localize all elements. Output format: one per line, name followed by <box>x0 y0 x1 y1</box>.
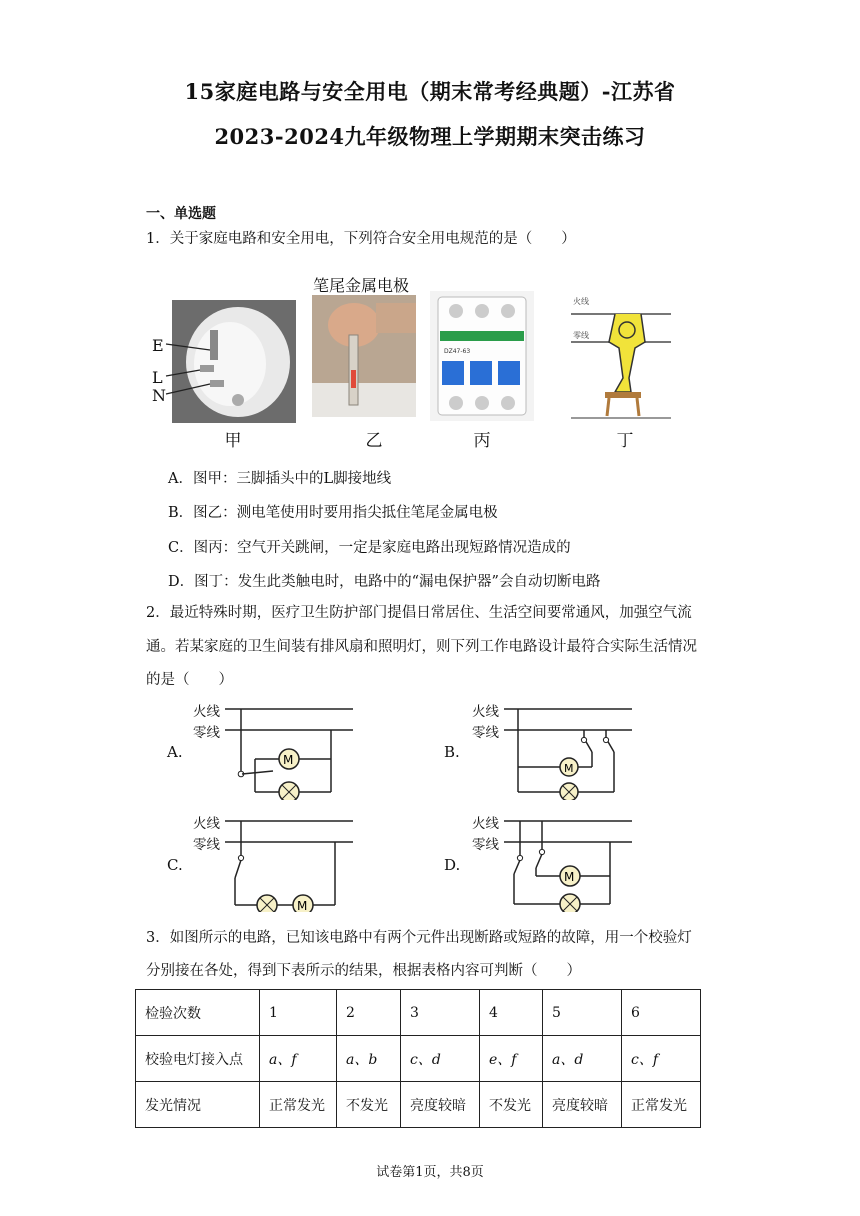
table-cell: 检验次数 <box>136 990 260 1036</box>
image-label-ding: 丁 <box>616 431 634 451</box>
circuit-c-live: 火线 <box>193 816 220 832</box>
table-cell: 不发光 <box>337 1082 401 1128</box>
image-label-jia: 甲 <box>224 431 242 451</box>
table-cell: 不发光 <box>480 1082 543 1128</box>
q1-option-d: D．图丁：发生此类触电时，电路中的“漏电保护器”会自动切断电路 <box>168 574 601 590</box>
table-cell: a、b <box>337 1036 401 1082</box>
table-cell: 亮度较暗 <box>543 1082 622 1128</box>
q1-stem: 1．关于家庭电路和安全用电，下列符合安全用电规范的是（ ） <box>146 231 576 247</box>
air-switch-image <box>430 291 534 421</box>
circuit-b-neutral: 零线 <box>472 725 499 741</box>
table-cell: 2 <box>337 990 401 1036</box>
title-line-2: 2023-2024九年级物理上学期期末突击练习 <box>214 124 646 149</box>
circuit-d-neutral: 零线 <box>472 837 499 853</box>
table-cell: 1 <box>260 990 337 1036</box>
table-cell: 4 <box>480 990 543 1036</box>
breaker-model: DZ47-63 <box>444 348 471 355</box>
table-row <box>136 1036 701 1082</box>
section-heading: 一、单选题 <box>146 206 216 222</box>
plug-label-e: E <box>152 336 164 355</box>
title-line-1: 15家庭电路与安全用电（期末常考经典题）-江苏省 <box>184 79 676 104</box>
circuit-a-live: 火线 <box>193 704 220 720</box>
table-cell: 6 <box>622 990 701 1036</box>
image-label-yi: 乙 <box>365 431 383 451</box>
q2-line-3: 的是（ ） <box>146 672 233 688</box>
q1-option-a: A．图甲：三脚插头中的L脚接地线 <box>168 471 392 487</box>
wire-label-live: 火线 <box>573 297 589 306</box>
table-cell: 亮度较暗 <box>401 1082 480 1128</box>
plug-label-l: L <box>152 368 163 387</box>
plug-image <box>150 300 300 425</box>
circuit-c-neutral: 零线 <box>193 837 220 853</box>
table-cell: 校验电灯接入点 <box>136 1036 260 1082</box>
circuit-b <box>504 700 634 800</box>
circuit-c <box>225 812 355 912</box>
q1-option-c: C．图丙：空气开关跳闸，一定是家庭电路出现短路情况造成的 <box>168 540 571 556</box>
test-pen-image <box>312 295 416 417</box>
circuit-c-motor: M <box>297 899 308 912</box>
q2-option-d: D. <box>444 856 461 874</box>
q2-option-b: B. <box>444 743 460 761</box>
image-label-bing: 丙 <box>473 431 491 451</box>
table-cell: 正常发光 <box>260 1082 337 1128</box>
q2-option-c: C. <box>167 856 183 874</box>
table-cell: 3 <box>401 990 480 1036</box>
q2-line-2: 通。若某家庭的卫生间装有排风扇和照明灯，则下列工作电路设计最符合实际生活情况 <box>146 639 697 655</box>
circuit-a <box>225 700 355 800</box>
table-cell: 发光情况 <box>136 1082 260 1128</box>
table-cell: e、f <box>480 1036 543 1082</box>
page-footer: 试卷第1页，共8页 <box>376 1165 484 1180</box>
circuit-d <box>504 812 634 912</box>
table-cell: 5 <box>543 990 622 1036</box>
q1-option-b: B．图乙：测电笔使用时要用指尖抵住笔尾金属电极 <box>168 505 498 521</box>
q3-line-1: 3．如图所示的电路，已知该电路中有两个元件出现断路或短路的故障，用一个校验灯 <box>146 930 692 946</box>
table-cell: a、f <box>260 1036 337 1082</box>
q2-line-1: 2．最近特殊时期，医疗卫生防护部门提倡日常居住、生活空间要常通风，加强空气流 <box>146 605 692 621</box>
circuit-d-motor: M <box>564 870 575 884</box>
result-table <box>135 989 701 1128</box>
circuit-b-motor: M <box>564 762 574 775</box>
fig-caption: 笔尾金属电极 <box>313 276 410 295</box>
circuit-a-neutral: 零线 <box>193 725 220 741</box>
q3-line-2: 分别接在各处，得到下表所示的结果，根据表格内容可判断（ ） <box>146 963 581 979</box>
circuit-b-live: 火线 <box>472 704 499 720</box>
circuit-d-live: 火线 <box>472 816 499 832</box>
circuit-a-motor: M <box>283 753 294 767</box>
table-row <box>136 990 701 1036</box>
plug-label-n: N <box>152 386 166 405</box>
table-cell: c、d <box>401 1036 480 1082</box>
table-cell: c、f <box>622 1036 701 1082</box>
table-cell: 正常发光 <box>622 1082 701 1128</box>
table-row <box>136 1082 701 1128</box>
q2-option-a: A. <box>167 743 183 761</box>
wire-label-neutral: 零线 <box>573 331 589 340</box>
shock-image <box>571 292 671 422</box>
table-cell: a、d <box>543 1036 622 1082</box>
